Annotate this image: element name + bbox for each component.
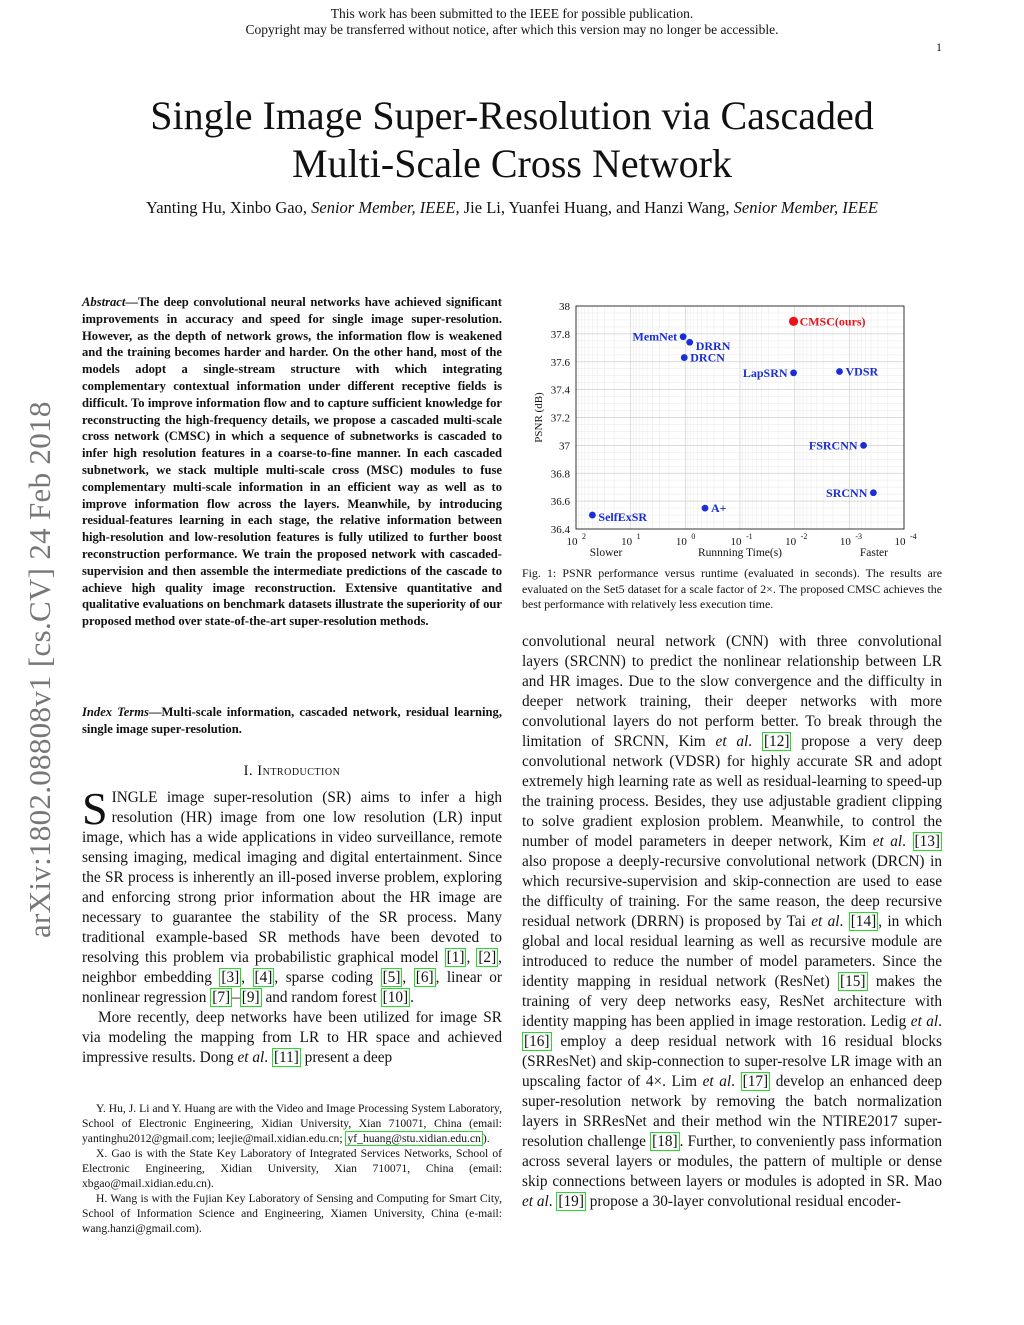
x-tick-label: 10 [621, 536, 633, 548]
page-number: 1 [936, 40, 942, 54]
data-point [681, 354, 688, 361]
intro-text: – [232, 989, 240, 1006]
y-tick-label: 36.6 [550, 496, 570, 509]
citation-link[interactable]: [6] [415, 969, 434, 986]
y-tick-label: 37 [559, 440, 570, 453]
citation-link[interactable]: [9] [241, 989, 260, 1006]
data-point [790, 370, 797, 377]
intro-paragraph-2 [82, 1008, 502, 1068]
citation-link[interactable]: [11] [273, 1049, 299, 1066]
et-al: et al [910, 1013, 939, 1030]
body-text: . [839, 913, 849, 930]
y-tick-label: 37.8 [550, 328, 570, 341]
citation-link[interactable]: [5] [382, 969, 401, 986]
citation-link[interactable]: [4] [254, 969, 273, 986]
footnote-text: ). [482, 1132, 490, 1145]
right-column-paragraph [522, 632, 942, 1212]
authors-role-1: Senior Member, IEEE, [311, 198, 460, 217]
y-tick-label: 37.6 [550, 356, 570, 369]
email-link[interactable]: yf_huang@stu.xidian.edu.cn [347, 1132, 481, 1145]
intro-text: , sparse coding [274, 969, 381, 986]
intro-text: , [241, 969, 253, 986]
x-axis-label: Runnning Time(s) [697, 547, 783, 559]
citation-link[interactable]: [7] [212, 989, 231, 1006]
x-tick-label: 10 [894, 536, 906, 548]
body-text: . [938, 1013, 942, 1030]
psnr-runtime-scatter [520, 296, 944, 560]
x-tick-exponent: -4 [910, 532, 917, 541]
body-text: . [731, 1073, 741, 1090]
x-tick-label: 10 [730, 536, 742, 548]
citation-link[interactable]: [15] [840, 973, 866, 990]
body-text: . [902, 833, 913, 850]
abstract-label: Abstract [82, 295, 126, 309]
citation-link[interactable]: [18] [652, 1133, 678, 1150]
citation-link[interactable]: [12] [763, 733, 790, 750]
abstract-text: —The deep convolutional neural networks have achieved significant improvements in accuracy and speed for single image super-resolution. However, as the depth of network grows, the information flow is weakened and the training becomes harder and harder. On the other hand, most of the models adopt a single-stream structure with which integrating complementary contextual information under different receptive fields is difficult. To improve information flow and to capture sufficient knowledge for reconstructing the high-frequency details, we propose a cascaded multi-scale cross network (CMSC) in which a sequence of subnetworks is cascaded to infer high resolution features in a coarse-to-fine manner. In each cascaded subnetwork, we stack multiple multi-scale cross (MSC) modules to fuse complementary multi-scale information in an efficient way as well as to improve information flow across the layers. Meanwhile, by introducing residual-features learning in each stage, the relative information between high-resolution and low-resolution features is fully utilized to further boost reconstruction performance. We train the proposed network with cascaded-supervision and then assemble the intermediate predictions of the cascade to achieve high quality image reconstruction. Extensive quantitative and qualitative evaluations on benchmark datasets illustrate the superiority of our proposed method over state-of-the-art super-resolution methods. [82, 295, 502, 629]
body-text: convolutional neural network (CNN) with three convolutional layers (SRCNN) to predict the nonlinear relationship between LR and HR images. Due to the slow convergence and the difficulty in deeper network training, their deeper networks with more convolutional layers do not perform better. To break through the limitation of SRCNN, Kim [522, 633, 942, 750]
y-tick-label: 38 [559, 301, 570, 313]
data-point-label: SelfExSR [598, 510, 648, 525]
intro-text: . [264, 1049, 272, 1066]
y-axis-label: PSNR (dB) [533, 392, 545, 443]
authors-part-2: Jie Li, Yuanfei Huang, and Hanzi Wang, [463, 198, 730, 217]
data-point [836, 368, 843, 375]
footnote-text: Y. Hu, J. Li and Y. Huang are with the Video and Image Processing System Laboratory, School of Electronic Engineering, Xidian University, Xian 710071, China (email: yantinghu2012@gmail.com; leejie@mail.xidian.edu.cn; [82, 1102, 502, 1145]
x-hint-faster: Faster [859, 547, 888, 559]
body-text: also propose a deeply-recursive convolutional network (DRCN) in which recursive-supervision and skip-connection are used to ease the difficulty of training. For the same reason, the deep recursive residual network (DRRN) is proposed by Tai [522, 853, 942, 930]
footnote-1 [82, 1101, 502, 1146]
y-tick-label: 37.2 [550, 412, 570, 425]
submission-banner [0, 6, 1024, 38]
intro-text: . [410, 989, 414, 1006]
body-text: . [748, 733, 762, 750]
x-hint-slower: Slower [589, 547, 623, 559]
section-heading-introduction [82, 763, 502, 780]
author-footnotes [82, 1101, 502, 1236]
et-al: et al [715, 733, 749, 750]
citation-link[interactable]: [17] [742, 1073, 769, 1090]
data-point [870, 489, 877, 496]
y-tick-label: 37.4 [550, 384, 570, 397]
citation-link[interactable]: [14] [850, 913, 877, 930]
intro-text: , [466, 949, 477, 966]
citation-link[interactable]: [16] [524, 1033, 550, 1050]
index-terms-label: Index Terms [82, 705, 149, 719]
intro-paragraph-1 [82, 783, 502, 1008]
y-tick-label: 36.8 [550, 468, 570, 481]
body-text: employ a deep residual network with 16 residual blocks (SRResNet) and skip-connection to super-resolve LR image with an upscaling factor of 4×. Lim [522, 1033, 942, 1090]
introduction-body [82, 783, 502, 1068]
section-title: Introduction [257, 763, 341, 779]
body-text: propose a 30-layer convolutional residual encoder- [585, 1193, 901, 1210]
citation-link[interactable]: [10] [382, 989, 409, 1006]
body-text: . Further, to conveniently pass information across several layers or modules, the pattern of multiple or dense skip connections between layers or modules is adopted in SR. Mao [522, 1133, 942, 1190]
x-tick-label: 10 [566, 536, 578, 548]
citation-link[interactable]: [3] [221, 969, 240, 986]
x-tick-label: 10 [785, 536, 797, 548]
data-point-label: CMSC(ours) [799, 314, 866, 329]
data-point-label: DRCN [690, 350, 725, 365]
index-terms [82, 704, 502, 738]
intro-text: , [402, 969, 414, 986]
data-point [589, 512, 596, 519]
citation-link[interactable]: [19] [558, 1193, 584, 1210]
title-line-2: Multi-Scale Cross Network [292, 141, 732, 186]
x-tick-exponent: -1 [746, 532, 753, 541]
data-point-label: LapSRN [742, 365, 788, 380]
y-tick-label: 36.4 [550, 524, 570, 536]
data-point-label: SRCNN [826, 485, 868, 500]
x-tick-exponent: 1 [636, 532, 641, 541]
et-al: et al [237, 1049, 265, 1066]
body-text: propose a very deep convolutional network (VDSR) for highly accurate SR and adopt extremely high learning rate as well as residual-learning to speed-up the training process. Besides, they use adjustable gradient clipping to solve gradient explosion problem. Meanwhile, to control the number of model parameters in deeper network, Kim [522, 733, 943, 850]
paper-title [0, 92, 1024, 188]
footnote-3: H. Wang is with the Fujian Key Laboratory of Sensing and Computing for Smart City, School of Information Science and Engineering, Xiamen University, China (e-mail: wang.hanzi@gmail.com). [82, 1192, 502, 1235]
data-point-label: VDSR [845, 364, 879, 379]
title-line-1: Single Image Super-Resolution via Cascaded [150, 93, 874, 138]
x-tick-exponent: -2 [800, 532, 808, 541]
figure-caption: Fig. 1: PSNR performance versus runtime (evaluated in seconds). The results are evaluated on the Set5 dataset for a scale factor of 2×. The proposed CMSC achieves the best performance with relatively less execution time. [522, 566, 942, 611]
section-number: I. [243, 763, 254, 779]
et-al: et al [811, 913, 840, 930]
citation-link[interactable]: [13] [914, 833, 940, 850]
right-column-body [522, 632, 942, 1212]
intro-text: , neighbor embedding [82, 949, 502, 986]
x-tick-label: 10 [675, 536, 687, 548]
et-al: et al [522, 1193, 549, 1210]
banner-line-1: This work has been submitted to the IEEE for possible publication. [330, 6, 694, 21]
abstract [82, 294, 502, 630]
data-point [686, 339, 693, 346]
data-point-label: DRRN [695, 339, 731, 354]
et-al: et al [872, 833, 903, 850]
authors-role-2: Senior Member, IEEE [733, 198, 879, 217]
x-tick-exponent: 0 [691, 532, 696, 541]
author-list [0, 198, 1024, 218]
data-point-label: FSRCNN [808, 438, 858, 453]
intro-text: present a deep [300, 1049, 393, 1066]
figure-1-chart [520, 296, 944, 560]
drop-cap: S [82, 783, 108, 834]
intro-text: INGLE image super-resolution (SR) aims to infer a high resolution (HR) image from one low resolution (LR) input image, which has a wide applications in video surveillance, remote sensing imaging, medical imaging and digital entertainment. Since the SR process is inherently an ill-posed inverse problem, exploring and enforcing strong prior information about the HR image are necessary to guarantee the stability of the SR process. Many traditional example-based SR methods have been devoted to resolving this problem via probabilistic graphical model [82, 789, 502, 966]
arxiv-watermark: arXiv:1802.08808v1 [cs.CV] 24 Feb 2018 [22, 401, 57, 938]
intro-text: and random forest [261, 989, 381, 1006]
index-terms-text: —Multi-scale information, cascaded network, residual learning, single image super-resolution. [82, 705, 502, 736]
data-point [680, 333, 687, 340]
banner-line-2: Copyright may be transferred without notice, after which this version may no longer be accessible. [245, 22, 779, 37]
citation-link[interactable]: [2] [478, 949, 497, 966]
data-point-label: MemNet [632, 329, 678, 344]
x-tick-exponent: 2 [582, 532, 586, 541]
intro-text: More recently, deep networks have been utilized for image SR via modeling the mapping from LR to HR space and achieved impressive results. Dong [82, 1009, 502, 1066]
data-point-label: A+ [711, 501, 727, 516]
body-text: makes the training of very deep networks easy, ResNet architecture with identity mapping has been applied in image restoration. Ledig [522, 973, 942, 1030]
footnote-2: X. Gao is with the State Key Laboratory of Integrated Services Networks, School of Electronic Engineering, Xidian University, Xian 710071, China (email: xbgao@mail.xidian.edu.cn). [82, 1147, 502, 1190]
citation-link[interactable]: [1] [446, 949, 465, 966]
data-point [702, 505, 709, 512]
x-tick-exponent: -3 [855, 532, 863, 541]
intro-text: , linear or nonlinear regression [82, 969, 502, 1006]
body-text: , in which global and local residual learning as well as recursive module are introduced to reduce the number of model parameters. Since the identity mapping in residual network (ResNet) [522, 913, 942, 990]
body-text: develop an enhanced deep super-resolution network by removing the batch normalization layers in SRResNet and their method win the NTIRE2017 super-resolution challenge [522, 1073, 942, 1150]
data-point [789, 317, 798, 326]
body-text: . [548, 1193, 557, 1210]
data-point [860, 442, 867, 449]
et-al: et al [702, 1073, 732, 1090]
x-tick-label: 10 [839, 536, 851, 548]
authors-part-1: Yanting Hu, Xinbo Gao, [145, 198, 308, 217]
